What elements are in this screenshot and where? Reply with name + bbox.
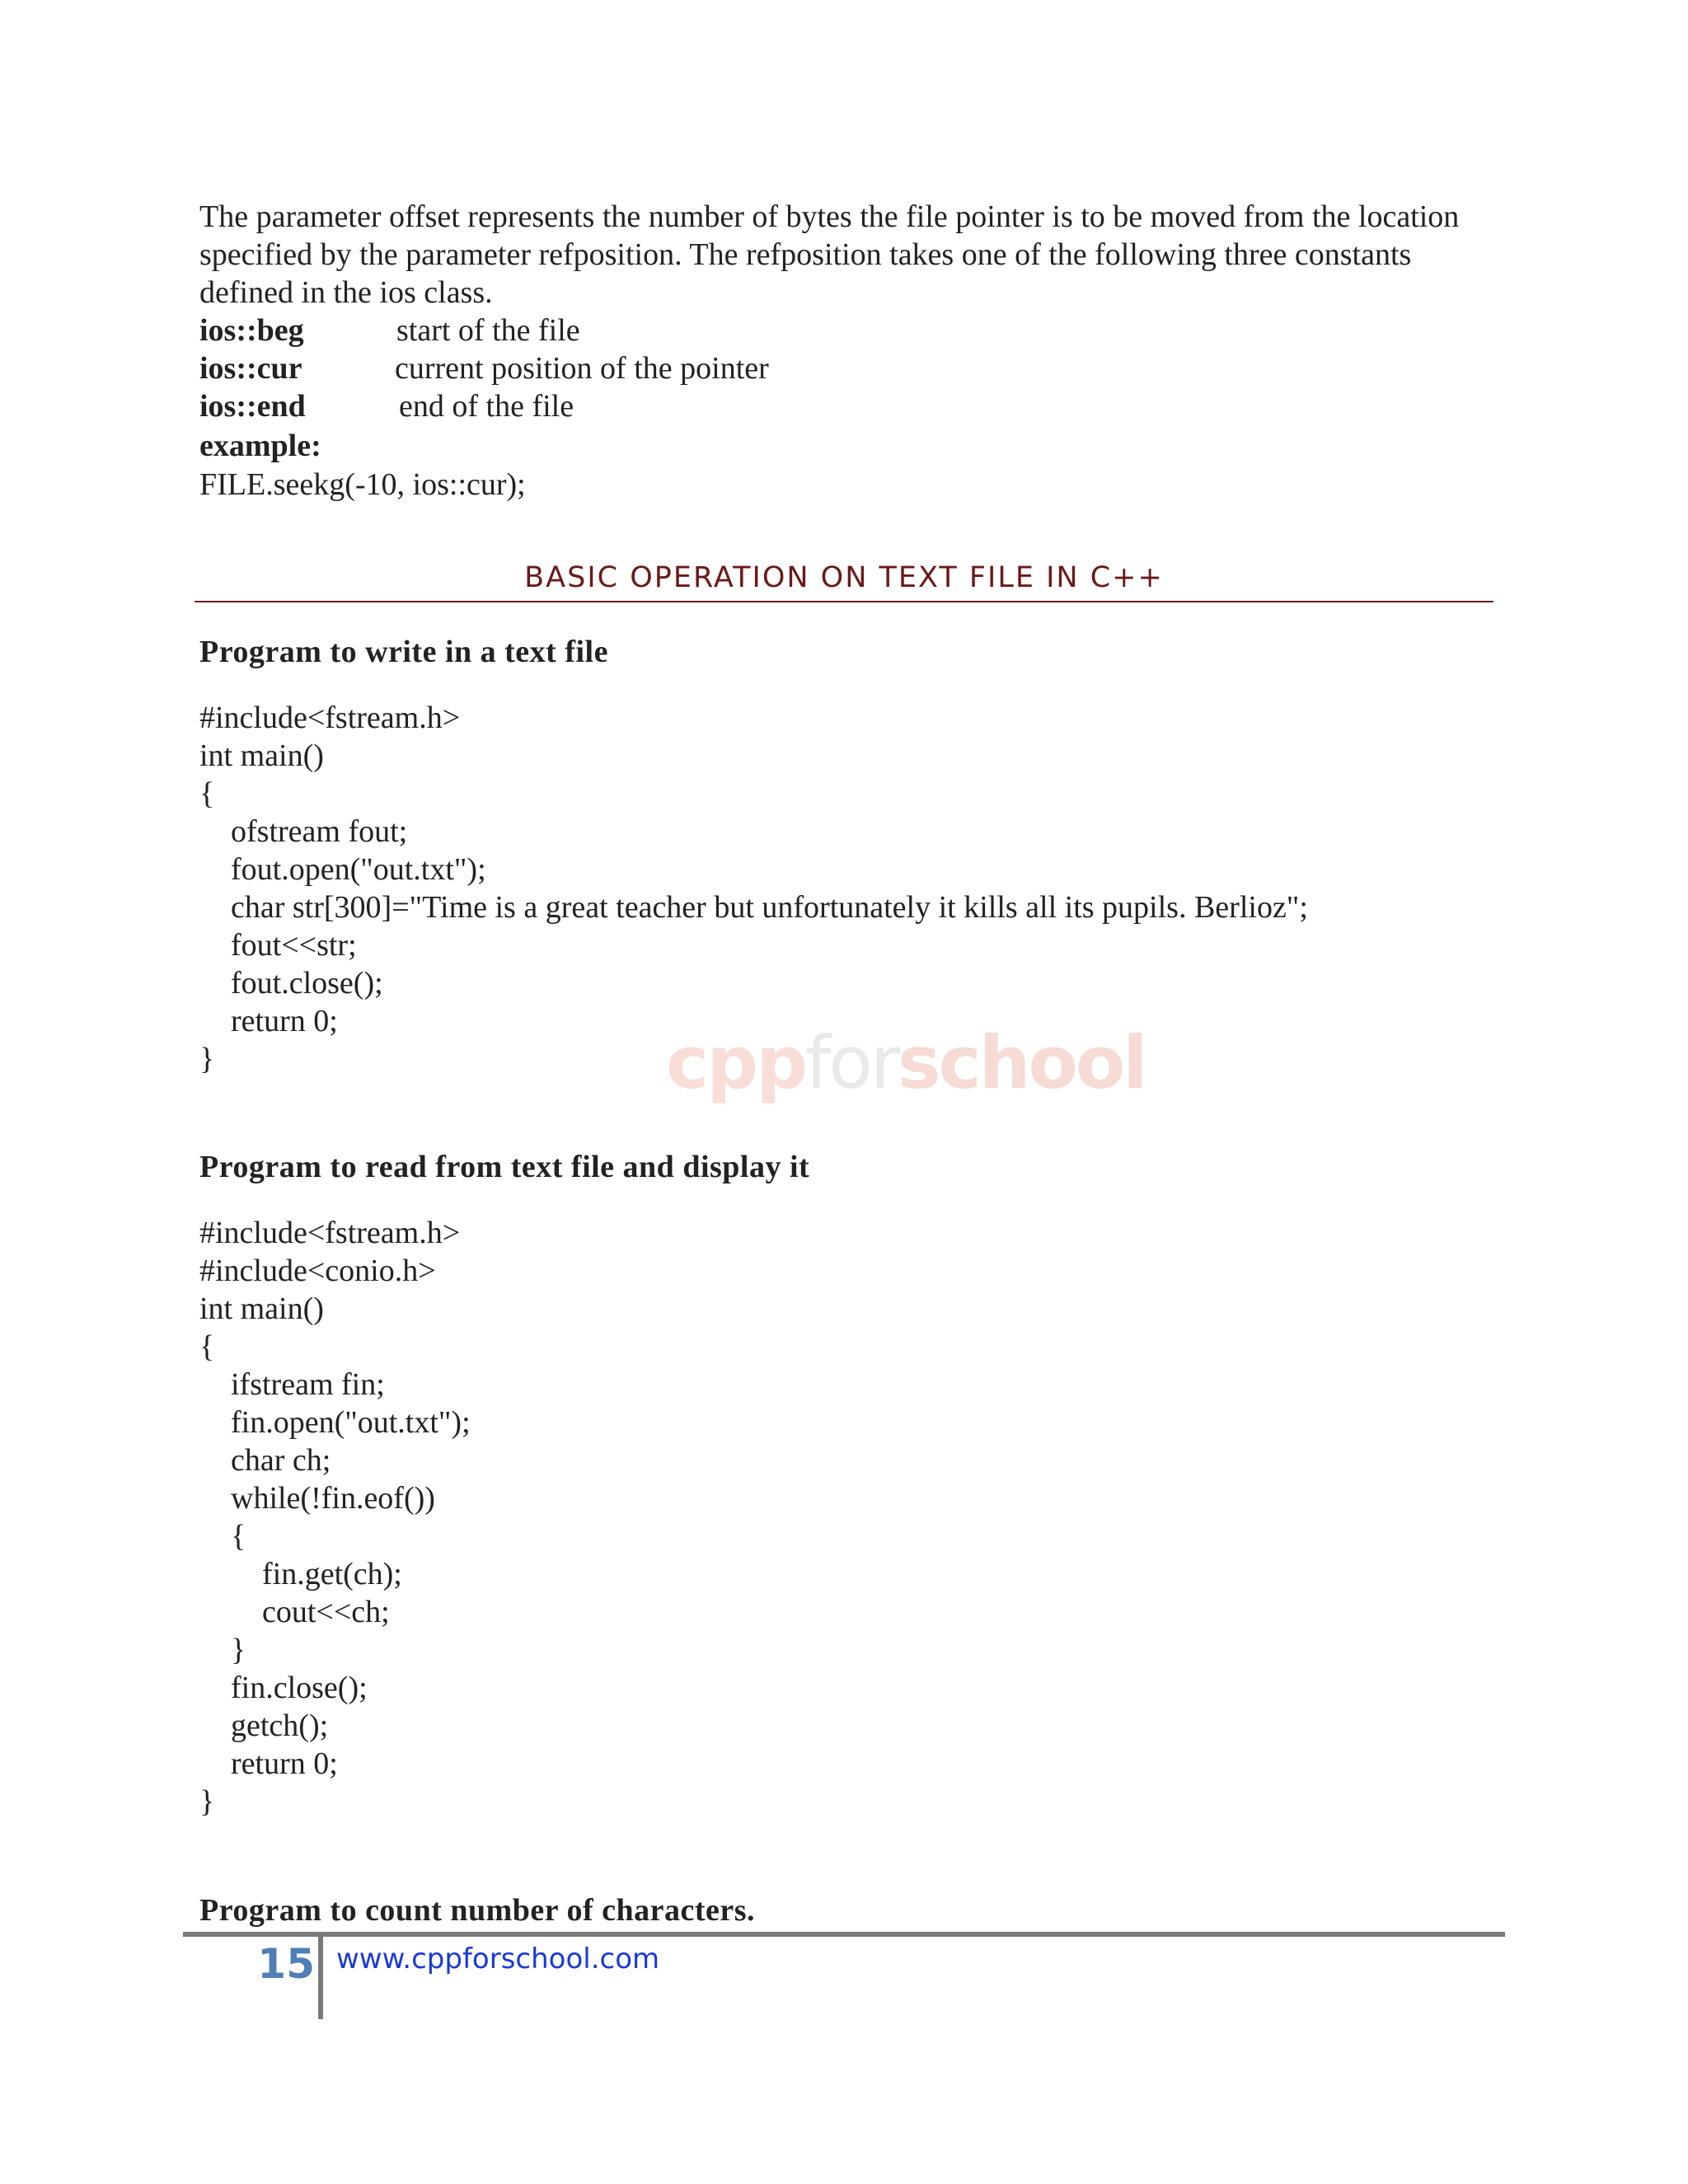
code-line: { [199, 1329, 215, 1364]
code-line: int main() [199, 738, 324, 773]
watermark-logo: cppforschool [666, 1020, 1146, 1105]
section-heading: BASIC OPERATION ON TEXT FILE IN C++ [524, 561, 1164, 594]
code-line: fin.get(ch); [199, 1557, 402, 1591]
constant-key: ios::end [199, 389, 306, 424]
code-line: } [199, 1633, 246, 1667]
code-line: #include<conio.h> [199, 1254, 436, 1288]
footer-vertical-divider [318, 1935, 323, 2019]
code-line: fout<<str; [199, 928, 357, 963]
code-line: return 0; [199, 1004, 338, 1038]
code-line: return 0; [199, 1746, 338, 1781]
code-line: } [199, 1042, 215, 1076]
section-divider [195, 601, 1493, 602]
code-line: while(!fin.eof()) [199, 1481, 435, 1516]
code-line: fin.close(); [199, 1671, 368, 1705]
constant-description: current position of the pointer [395, 351, 769, 386]
code-line: { [199, 776, 215, 811]
code-line: char ch; [199, 1443, 331, 1478]
code-line: #include<fstream.h> [199, 701, 461, 735]
code-line: } [199, 1784, 215, 1819]
code-line: ifstream fin; [199, 1367, 385, 1402]
code-line: fout.open("out.txt"); [199, 852, 486, 887]
code-line: { [199, 1519, 246, 1554]
code-line: cout<<ch; [199, 1595, 390, 1629]
code-line: fin.open("out.txt"); [199, 1405, 471, 1440]
code-line: int main() [199, 1291, 324, 1326]
footer-divider [183, 1932, 1505, 1937]
constant-key: ios::cur [199, 351, 302, 386]
constant-key: ios::beg [199, 313, 304, 348]
constant-description: end of the file [399, 389, 574, 424]
code-line: #include<fstream.h> [199, 1216, 461, 1250]
constant-description: start of the file [396, 313, 580, 348]
code-line: fout.close(); [199, 966, 383, 1001]
example-code: FILE.seekg(-10, ios::cur); [199, 467, 526, 502]
intro-paragraph: The parameter offset represents the number of bytes the file pointer is to be moved from the location specified by the parameter refposition. The refposition takes one of the following three constants defined in the ios class. [199, 199, 1460, 310]
constant-row-cur [199, 349, 769, 387]
constant-row-beg [199, 312, 580, 349]
program-title: Program to read from text file and display it [199, 1150, 810, 1184]
program-title: Program to write in a text file [199, 635, 608, 669]
program-title: Program to count number of characters. [199, 1893, 756, 1928]
code-line: ofstream fout; [199, 814, 408, 849]
footer-link[interactable]: www.cppforschool.com [336, 1943, 660, 1975]
example-label: example: [199, 429, 321, 463]
page-number: 15 [257, 1940, 315, 1988]
code-line: char str[300]="Time is a great teacher but unfortunately it kills all its pupils. Berlioz"; [199, 890, 1308, 925]
code-block [199, 1214, 471, 1821]
code-line: getch(); [199, 1708, 329, 1743]
constant-row-end [199, 387, 574, 425]
